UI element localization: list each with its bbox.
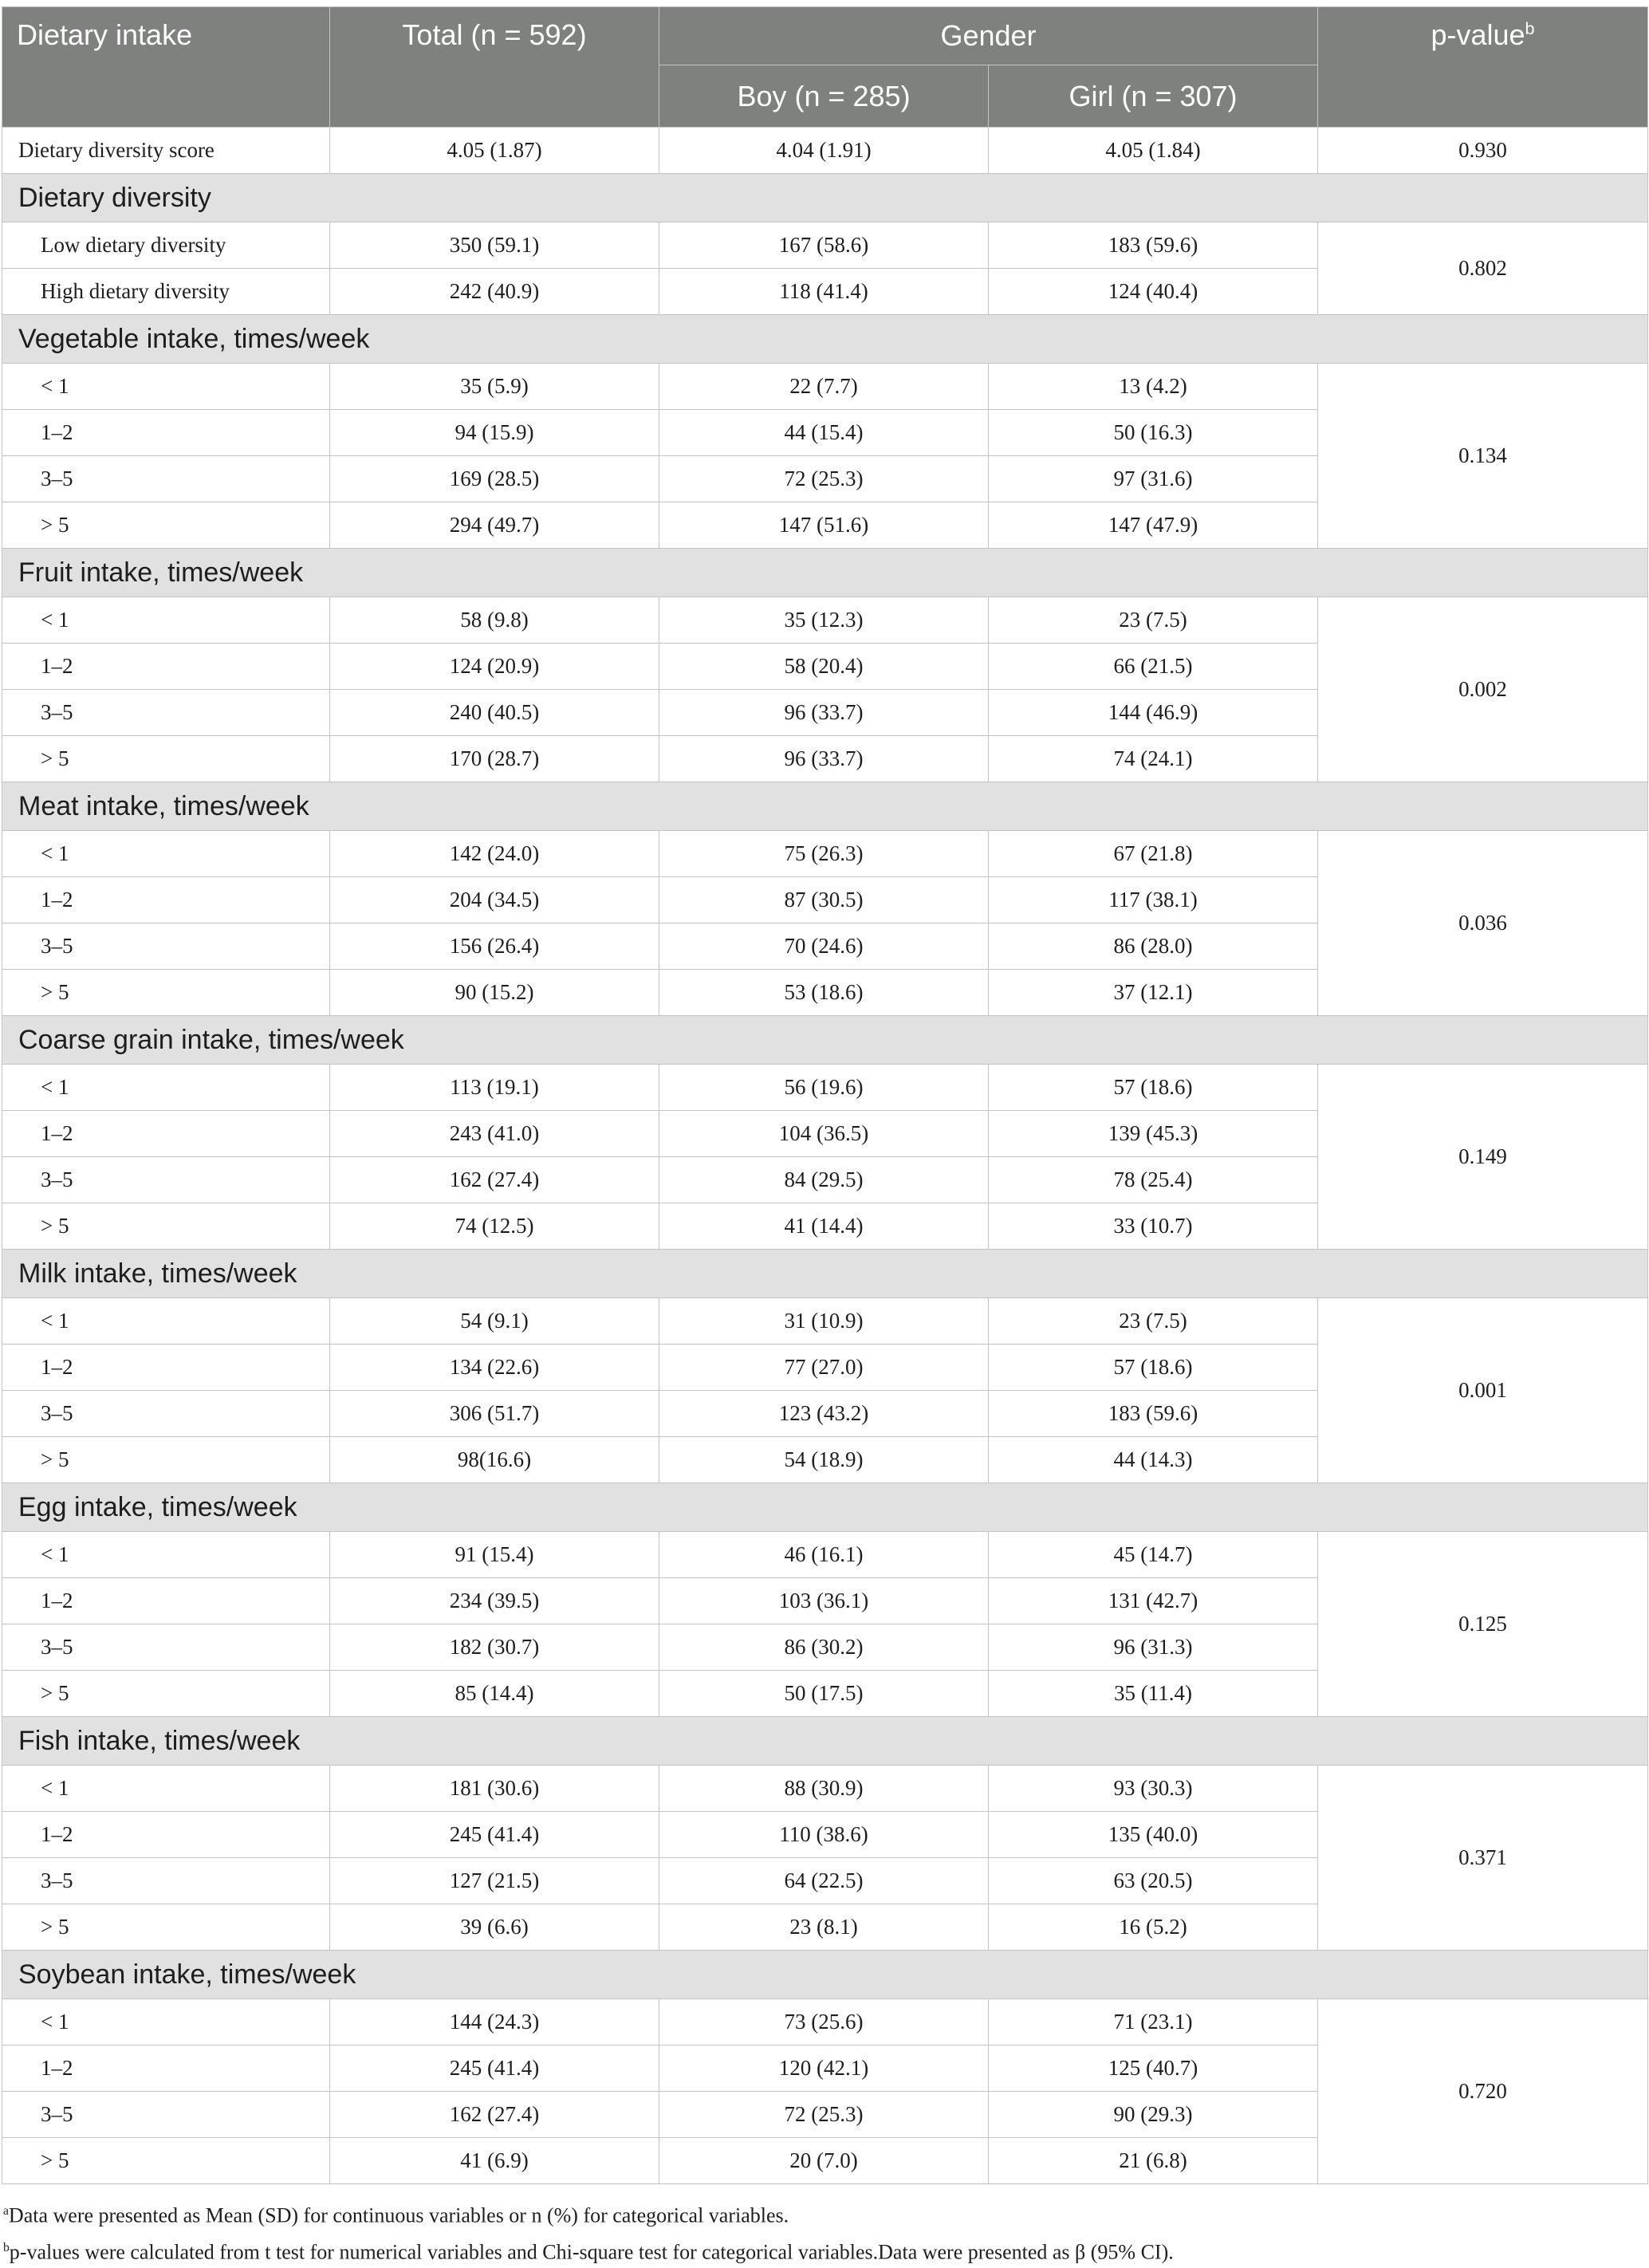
cell-girl: 183 (59.6) bbox=[989, 222, 1318, 269]
cell-girl: 23 (7.5) bbox=[989, 1298, 1318, 1345]
row-label: < 1 bbox=[2, 1298, 330, 1345]
row-label: 3–5 bbox=[2, 923, 330, 970]
section-header-row bbox=[2, 1717, 1648, 1766]
footnote-a bbox=[3, 2195, 1647, 2232]
cell-boy: 75 (26.3) bbox=[659, 831, 989, 877]
cell-total: 240 (40.5) bbox=[330, 690, 659, 736]
section-title: Soybean intake, times/week bbox=[2, 1951, 1648, 1999]
cell-total: 124 (20.9) bbox=[330, 644, 659, 690]
table-row bbox=[2, 831, 1648, 877]
footnotes bbox=[2, 2195, 1647, 2268]
cell-girl: 45 (14.7) bbox=[989, 1532, 1318, 1578]
cell-boy: 31 (10.9) bbox=[659, 1298, 989, 1345]
section-title: Vegetable intake, times/week bbox=[2, 315, 1648, 364]
table-container bbox=[2, 6, 1647, 2268]
cell-girl: 4.05 (1.84) bbox=[989, 128, 1318, 174]
row-label: 1–2 bbox=[2, 644, 330, 690]
cell-girl: 13 (4.2) bbox=[989, 364, 1318, 410]
cell-total: 74 (12.5) bbox=[330, 1203, 659, 1250]
cell-boy: 64 (22.5) bbox=[659, 1858, 989, 1904]
cell-girl: 131 (42.7) bbox=[989, 1578, 1318, 1624]
cell-total: 242 (40.9) bbox=[330, 269, 659, 315]
cell-girl: 44 (14.3) bbox=[989, 1437, 1318, 1483]
cell-girl: 125 (40.7) bbox=[989, 2046, 1318, 2092]
cell-total: 98(16.6) bbox=[330, 1437, 659, 1483]
cell-boy: 88 (30.9) bbox=[659, 1766, 989, 1812]
row-label: 3–5 bbox=[2, 456, 330, 502]
cell-total: 306 (51.7) bbox=[330, 1391, 659, 1437]
table-row bbox=[2, 597, 1648, 644]
cell-girl: 16 (5.2) bbox=[989, 1904, 1318, 1951]
cell-total: 134 (22.6) bbox=[330, 1345, 659, 1391]
cell-girl: 124 (40.4) bbox=[989, 269, 1318, 315]
cell-girl: 57 (18.6) bbox=[989, 1345, 1318, 1391]
section-header-row bbox=[2, 1250, 1648, 1298]
cell-boy: 73 (25.6) bbox=[659, 1999, 989, 2046]
cell-boy: 54 (18.9) bbox=[659, 1437, 989, 1483]
row-label: < 1 bbox=[2, 831, 330, 877]
cell-p-value: 0.036 bbox=[1318, 831, 1648, 1016]
row-label: Dietary diversity score bbox=[2, 128, 330, 174]
row-label: 3–5 bbox=[2, 1391, 330, 1437]
cell-boy: 103 (36.1) bbox=[659, 1578, 989, 1624]
section-header-row bbox=[2, 174, 1648, 222]
cell-girl: 90 (29.3) bbox=[989, 2092, 1318, 2138]
cell-girl: 144 (46.9) bbox=[989, 690, 1318, 736]
cell-boy: 50 (17.5) bbox=[659, 1671, 989, 1717]
header-p-superscript: b bbox=[1525, 18, 1535, 38]
row-label: > 5 bbox=[2, 1437, 330, 1483]
header-girl: Girl (n = 307) bbox=[989, 65, 1318, 128]
cell-total: 85 (14.4) bbox=[330, 1671, 659, 1717]
row-label: 1–2 bbox=[2, 1578, 330, 1624]
cell-boy: 118 (41.4) bbox=[659, 269, 989, 315]
cell-p-value: 0.134 bbox=[1318, 364, 1648, 549]
cell-girl: 117 (38.1) bbox=[989, 877, 1318, 923]
cell-boy: 104 (36.5) bbox=[659, 1111, 989, 1157]
cell-total: 54 (9.1) bbox=[330, 1298, 659, 1345]
header-total: Total (n = 592) bbox=[330, 7, 659, 128]
header-p-label: p-value bbox=[1431, 18, 1525, 51]
table-row bbox=[2, 1999, 1648, 2046]
cell-p-value: 0.930 bbox=[1318, 128, 1648, 174]
cell-girl: 37 (12.1) bbox=[989, 970, 1318, 1016]
cell-boy: 96 (33.7) bbox=[659, 736, 989, 782]
row-label: 3–5 bbox=[2, 1624, 330, 1671]
cell-total: 182 (30.7) bbox=[330, 1624, 659, 1671]
cell-boy: 4.04 (1.91) bbox=[659, 128, 989, 174]
section-header-row bbox=[2, 1483, 1648, 1532]
cell-girl: 96 (31.3) bbox=[989, 1624, 1318, 1671]
row-label: > 5 bbox=[2, 736, 330, 782]
cell-total: 170 (28.7) bbox=[330, 736, 659, 782]
cell-total: 41 (6.9) bbox=[330, 2138, 659, 2184]
dietary-intake-table bbox=[2, 6, 1648, 2184]
cell-total: 35 (5.9) bbox=[330, 364, 659, 410]
cell-girl: 139 (45.3) bbox=[989, 1111, 1318, 1157]
cell-boy: 70 (24.6) bbox=[659, 923, 989, 970]
cell-girl: 23 (7.5) bbox=[989, 597, 1318, 644]
table-row bbox=[2, 128, 1648, 174]
cell-boy: 23 (8.1) bbox=[659, 1904, 989, 1951]
cell-boy: 46 (16.1) bbox=[659, 1532, 989, 1578]
footnote-a-mark: a bbox=[3, 2204, 9, 2218]
cell-total: 169 (28.5) bbox=[330, 456, 659, 502]
cell-boy: 58 (20.4) bbox=[659, 644, 989, 690]
row-label: 1–2 bbox=[2, 2046, 330, 2092]
cell-girl: 147 (47.9) bbox=[989, 502, 1318, 549]
cell-boy: 84 (29.5) bbox=[659, 1157, 989, 1203]
cell-p-value: 0.125 bbox=[1318, 1532, 1648, 1717]
cell-boy: 86 (30.2) bbox=[659, 1624, 989, 1671]
cell-girl: 66 (21.5) bbox=[989, 644, 1318, 690]
table-row bbox=[2, 1766, 1648, 1812]
section-title: Fruit intake, times/week bbox=[2, 549, 1648, 597]
cell-girl: 93 (30.3) bbox=[989, 1766, 1318, 1812]
cell-girl: 78 (25.4) bbox=[989, 1157, 1318, 1203]
row-label: 3–5 bbox=[2, 1858, 330, 1904]
cell-girl: 21 (6.8) bbox=[989, 2138, 1318, 2184]
section-title: Fish intake, times/week bbox=[2, 1717, 1648, 1766]
cell-girl: 50 (16.3) bbox=[989, 410, 1318, 456]
cell-total: 94 (15.9) bbox=[330, 410, 659, 456]
row-label: 3–5 bbox=[2, 690, 330, 736]
section-title: Dietary diversity bbox=[2, 174, 1648, 222]
cell-boy: 96 (33.7) bbox=[659, 690, 989, 736]
row-label: > 5 bbox=[2, 502, 330, 549]
table-row bbox=[2, 1532, 1648, 1578]
cell-total: 181 (30.6) bbox=[330, 1766, 659, 1812]
row-label: < 1 bbox=[2, 1766, 330, 1812]
cell-girl: 97 (31.6) bbox=[989, 456, 1318, 502]
footnote-a-text: Data were presented as Mean (SD) for continuous variables or n (%) for categorical variables. bbox=[8, 2203, 789, 2227]
row-label: < 1 bbox=[2, 1999, 330, 2046]
row-label: 1–2 bbox=[2, 410, 330, 456]
row-label: 1–2 bbox=[2, 1812, 330, 1858]
cell-girl: 35 (11.4) bbox=[989, 1671, 1318, 1717]
cell-p-value: 0.002 bbox=[1318, 597, 1648, 782]
cell-total: 162 (27.4) bbox=[330, 2092, 659, 2138]
cell-boy: 20 (7.0) bbox=[659, 2138, 989, 2184]
cell-boy: 110 (38.6) bbox=[659, 1812, 989, 1858]
row-label: > 5 bbox=[2, 1203, 330, 1250]
cell-total: 39 (6.6) bbox=[330, 1904, 659, 1951]
cell-p-value: 0.149 bbox=[1318, 1065, 1648, 1250]
cell-boy: 120 (42.1) bbox=[659, 2046, 989, 2092]
row-label: < 1 bbox=[2, 1532, 330, 1578]
row-label: 1–2 bbox=[2, 877, 330, 923]
cell-p-value: 0.371 bbox=[1318, 1766, 1648, 1951]
row-label: High dietary diversity bbox=[2, 269, 330, 315]
row-label: > 5 bbox=[2, 2138, 330, 2184]
row-label: < 1 bbox=[2, 597, 330, 644]
cell-girl: 71 (23.1) bbox=[989, 1999, 1318, 2046]
cell-total: 4.05 (1.87) bbox=[330, 128, 659, 174]
cell-total: 113 (19.1) bbox=[330, 1065, 659, 1111]
footnote-b-mark: b bbox=[3, 2240, 10, 2254]
cell-boy: 41 (14.4) bbox=[659, 1203, 989, 1250]
cell-girl: 74 (24.1) bbox=[989, 736, 1318, 782]
section-header-row bbox=[2, 315, 1648, 364]
cell-girl: 57 (18.6) bbox=[989, 1065, 1318, 1111]
header-dietary-intake: Dietary intake bbox=[2, 7, 330, 128]
cell-total: 144 (24.3) bbox=[330, 1999, 659, 2046]
row-label: < 1 bbox=[2, 1065, 330, 1111]
cell-boy: 56 (19.6) bbox=[659, 1065, 989, 1111]
cell-boy: 72 (25.3) bbox=[659, 456, 989, 502]
cell-total: 234 (39.5) bbox=[330, 1578, 659, 1624]
cell-girl: 67 (21.8) bbox=[989, 831, 1318, 877]
cell-total: 243 (41.0) bbox=[330, 1111, 659, 1157]
cell-girl: 63 (20.5) bbox=[989, 1858, 1318, 1904]
section-header-row bbox=[2, 1016, 1648, 1065]
section-header-row bbox=[2, 549, 1648, 597]
cell-boy: 77 (27.0) bbox=[659, 1345, 989, 1391]
footnote-b-text: p-values were calculated from t test for numerical variables and Chi-square test for categorical variables.Data were presented as β (95% CI). bbox=[9, 2240, 1174, 2264]
cell-boy: 72 (25.3) bbox=[659, 2092, 989, 2138]
cell-total: 156 (26.4) bbox=[330, 923, 659, 970]
table-body bbox=[2, 128, 1648, 2184]
row-label: > 5 bbox=[2, 970, 330, 1016]
cell-total: 204 (34.5) bbox=[330, 877, 659, 923]
row-label: < 1 bbox=[2, 364, 330, 410]
section-title: Meat intake, times/week bbox=[2, 782, 1648, 831]
table-row bbox=[2, 222, 1648, 269]
row-label: > 5 bbox=[2, 1671, 330, 1717]
row-label: 3–5 bbox=[2, 1157, 330, 1203]
cell-boy: 44 (15.4) bbox=[659, 410, 989, 456]
cell-total: 127 (21.5) bbox=[330, 1858, 659, 1904]
header-gender: Gender bbox=[659, 7, 1318, 65]
header-p-value bbox=[1318, 7, 1648, 128]
cell-girl: 135 (40.0) bbox=[989, 1812, 1318, 1858]
cell-girl: 183 (59.6) bbox=[989, 1391, 1318, 1437]
cell-boy: 167 (58.6) bbox=[659, 222, 989, 269]
table-row bbox=[2, 1065, 1648, 1111]
cell-total: 90 (15.2) bbox=[330, 970, 659, 1016]
row-label: 1–2 bbox=[2, 1111, 330, 1157]
cell-boy: 35 (12.3) bbox=[659, 597, 989, 644]
cell-total: 245 (41.4) bbox=[330, 1812, 659, 1858]
cell-boy: 53 (18.6) bbox=[659, 970, 989, 1016]
cell-total: 294 (49.7) bbox=[330, 502, 659, 549]
cell-girl: 86 (28.0) bbox=[989, 923, 1318, 970]
section-title: Egg intake, times/week bbox=[2, 1483, 1648, 1532]
section-title: Coarse grain intake, times/week bbox=[2, 1016, 1648, 1065]
cell-total: 91 (15.4) bbox=[330, 1532, 659, 1578]
cell-total: 58 (9.8) bbox=[330, 597, 659, 644]
cell-p-value: 0.802 bbox=[1318, 222, 1648, 315]
cell-boy: 87 (30.5) bbox=[659, 877, 989, 923]
cell-total: 142 (24.0) bbox=[330, 831, 659, 877]
cell-boy: 147 (51.6) bbox=[659, 502, 989, 549]
table-row bbox=[2, 1298, 1648, 1345]
row-label: Low dietary diversity bbox=[2, 222, 330, 269]
table-row bbox=[2, 364, 1648, 410]
cell-p-value: 0.720 bbox=[1318, 1999, 1648, 2184]
section-title: Milk intake, times/week bbox=[2, 1250, 1648, 1298]
header-boy: Boy (n = 285) bbox=[659, 65, 989, 128]
row-label: 1–2 bbox=[2, 1345, 330, 1391]
cell-girl: 33 (10.7) bbox=[989, 1203, 1318, 1250]
row-label: 3–5 bbox=[2, 2092, 330, 2138]
cell-total: 162 (27.4) bbox=[330, 1157, 659, 1203]
section-header-row bbox=[2, 1951, 1648, 1999]
row-label: > 5 bbox=[2, 1904, 330, 1951]
section-header-row bbox=[2, 782, 1648, 831]
cell-p-value: 0.001 bbox=[1318, 1298, 1648, 1483]
cell-total: 350 (59.1) bbox=[330, 222, 659, 269]
cell-total: 245 (41.4) bbox=[330, 2046, 659, 2092]
footnote-b bbox=[3, 2232, 1647, 2268]
cell-boy: 123 (43.2) bbox=[659, 1391, 989, 1437]
cell-boy: 22 (7.7) bbox=[659, 364, 989, 410]
